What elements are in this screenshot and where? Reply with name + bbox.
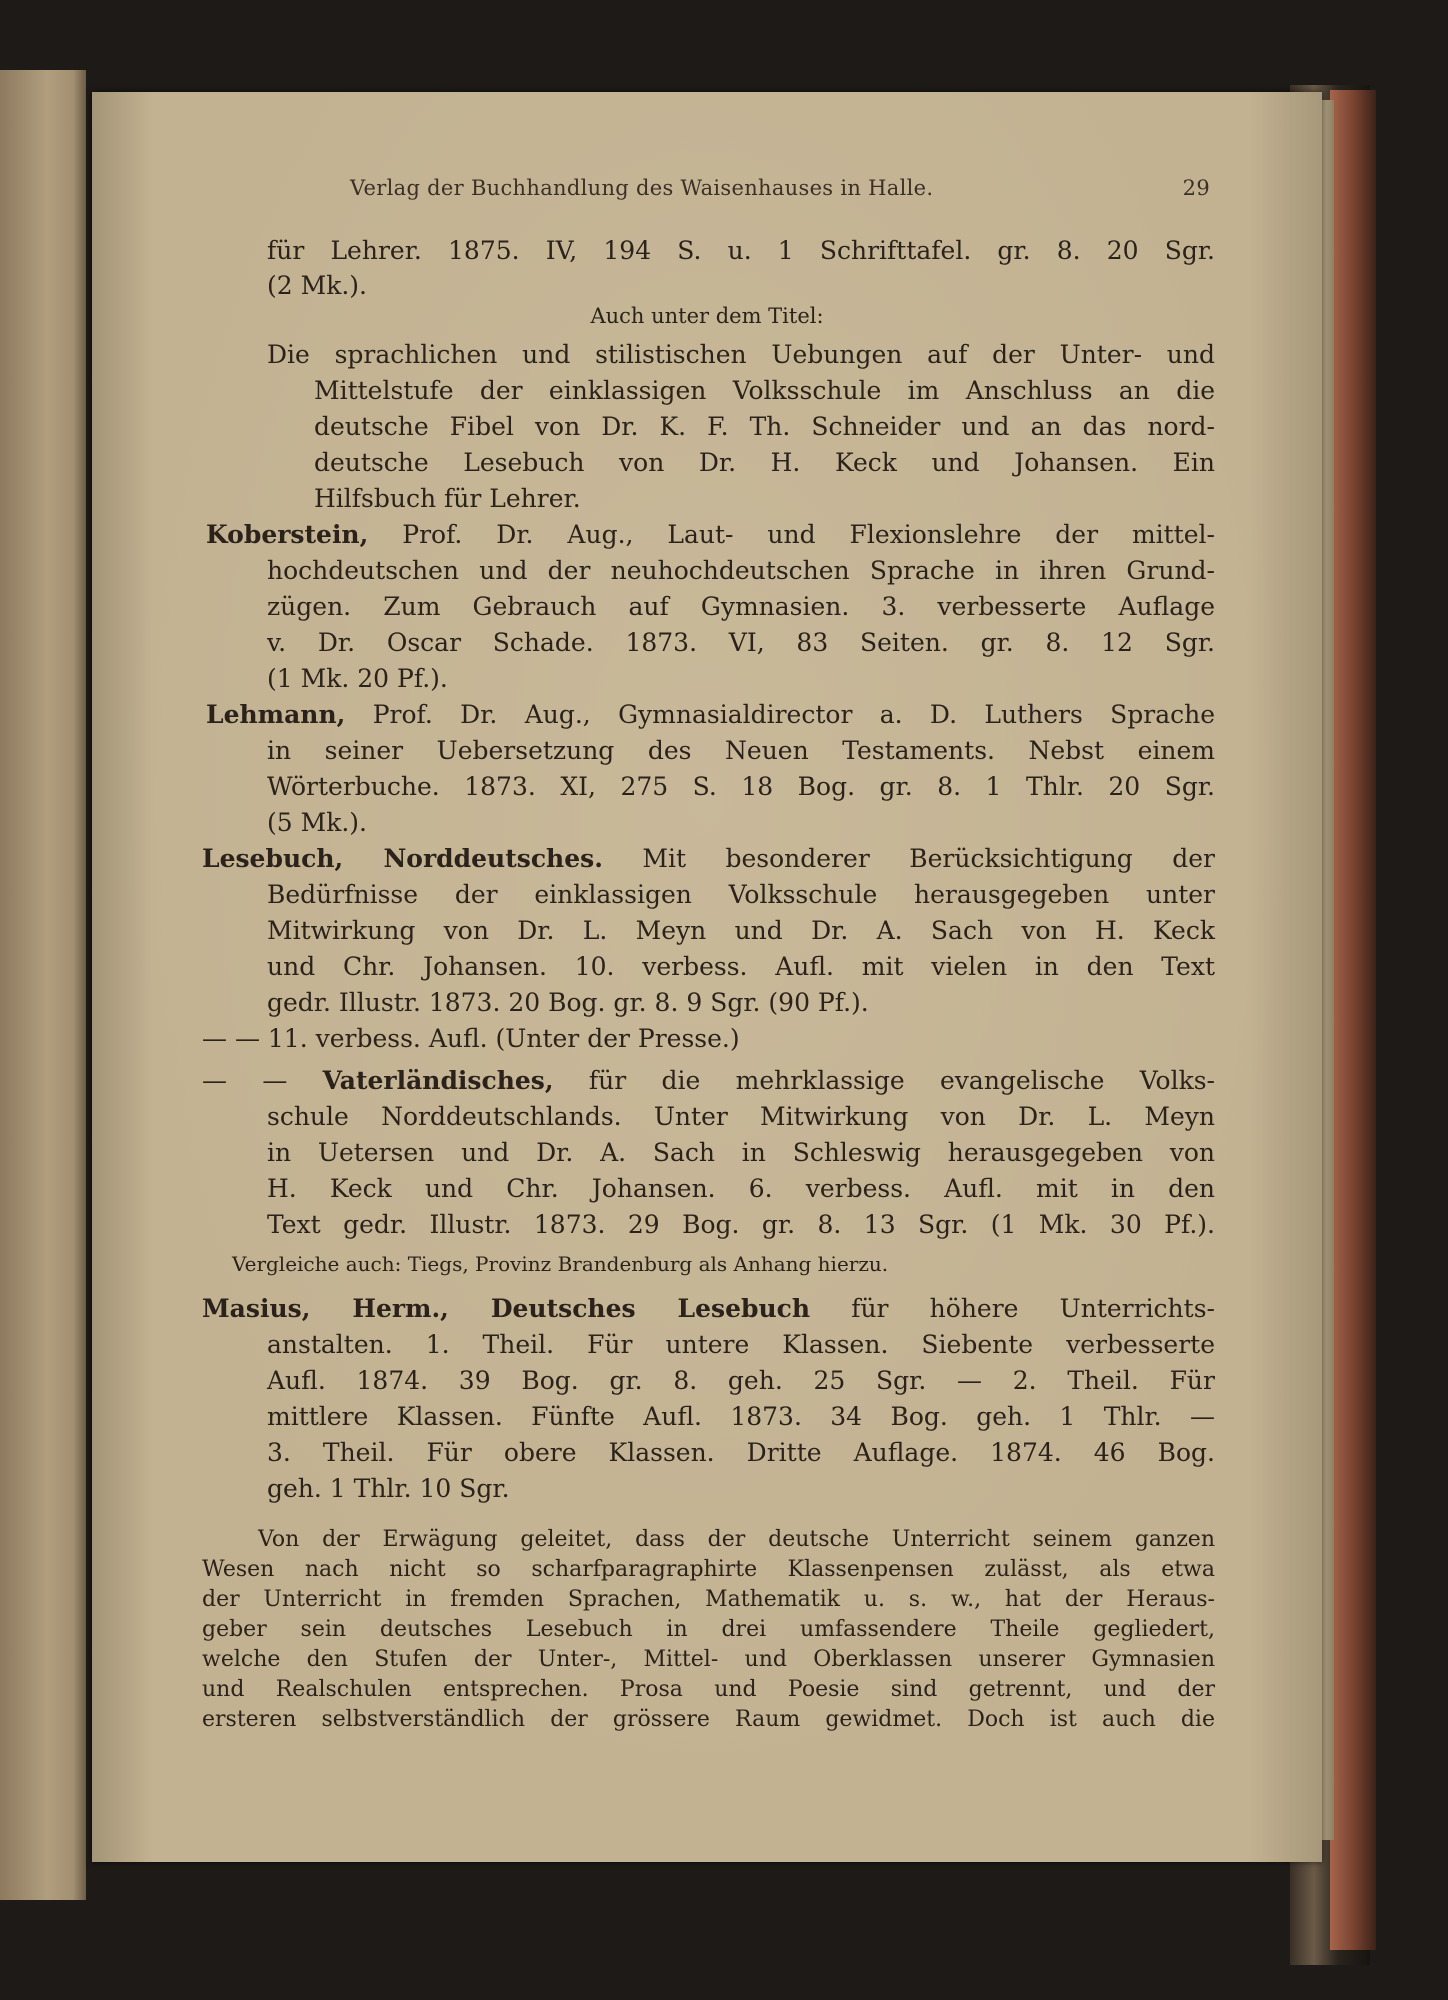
paragraph-line: ersteren selbstverständlich der grössere Raum gewidmet. Doch ist auch die — [202, 1707, 1215, 1732]
entry-line: (5 Mk.). — [267, 808, 367, 837]
book-page — [92, 92, 1322, 1862]
entry-line: Die sprachlichen und stilistischen Uebungen auf der Unter- und — [267, 340, 1215, 369]
title-name: Vaterländisches, — [322, 1066, 554, 1095]
entry-masius — [202, 1292, 1215, 1326]
entry-line: schule Norddeutschlands. Unter Mitwirkung von Dr. L. Meyn — [267, 1102, 1215, 1131]
entry-line: Hilfsbuch für Lehrer. — [314, 484, 581, 513]
author-name: Lehmann, — [206, 700, 346, 729]
entry-line: anstalten. 1. Theil. Für untere Klassen. Siebente verbesserte — [267, 1330, 1215, 1359]
entry-line: Mittelstufe der einklassigen Volksschule im Anschluss an die — [314, 376, 1215, 405]
entry-line: Wörterbuche. 1873. XI, 275 S. 18 Bog. gr. 8. 1 Thlr. 20 Sgr. — [267, 772, 1215, 801]
entry-line: — — 11. verbess. Aufl. (Unter der Presse.) — [202, 1024, 740, 1053]
entry-koberstein — [206, 518, 1215, 552]
entry-line: in Uetersen und Dr. A. Sach in Schleswig herausgegeben von — [267, 1138, 1215, 1167]
entry-line: für die mehrklassige evangelische Volks- — [553, 1066, 1215, 1095]
page-fore-edge — [1320, 100, 1334, 1840]
author-name: Masius, Herm., Deutsches Lesebuch — [202, 1294, 811, 1323]
entry-line: deutsche Lesebuch von Dr. H. Keck und Johansen. Ein — [314, 448, 1215, 477]
entry-vaterlaendisches — [202, 1064, 1215, 1098]
entry-line: deutsche Fibel von Dr. K. F. Th. Schneider und an das nord- — [314, 412, 1215, 441]
entry-line: Mit besonderer Berücksichtigung der — [602, 844, 1216, 873]
entry-line: für Lehrer. 1875. IV, 194 S. u. 1 Schrifttafel. gr. 8. 20 Sgr. — [267, 236, 1215, 265]
entry-line: und Chr. Johansen. 10. verbess. Aufl. mit vielen in den Text — [267, 952, 1215, 981]
paragraph-line: welche den Stufen der Unter-, Mittel- und Oberklassen unserer Gymnasien — [202, 1647, 1215, 1672]
entry-line: v. Dr. Oscar Schade. 1873. VI, 83 Seiten. gr. 8. 12 Sgr. — [267, 628, 1215, 657]
paragraph-line: geber sein deutsches Lesebuch in drei umfassendere Theile gegliedert, — [202, 1617, 1215, 1642]
entry-line: Mitwirkung von Dr. L. Meyn und Dr. A. Sach von H. Keck — [267, 916, 1215, 945]
entry-line: 3. Theil. Für obere Klassen. Dritte Auflage. 1874. 46 Bog. — [267, 1438, 1215, 1467]
entry-line: gedr. Illustr. 1873. 20 Bog. gr. 8. 9 Sgr. (90 Pf.). — [267, 988, 869, 1017]
entry-line: für höhere Unterrichts- — [810, 1294, 1215, 1323]
dash-marker: — — — [202, 1066, 323, 1095]
author-name: Koberstein, — [206, 520, 369, 549]
entry-line: H. Keck und Chr. Johansen. 6. verbess. Aufl. mit in den — [267, 1174, 1215, 1203]
entry-line: Bedürfnisse der einklassigen Volksschule herausgegeben unter — [267, 880, 1215, 909]
entry-line: hochdeutschen und der neuhochdeutschen Sprache in ihren Grund- — [267, 556, 1215, 585]
entry-line: geh. 1 Thlr. 10 Sgr. — [267, 1474, 510, 1503]
entry-lehmann — [206, 698, 1215, 732]
page-number: 29 — [1182, 176, 1210, 200]
entry-line: Text gedr. Illustr. 1873. 29 Bog. gr. 8. 13 Sgr. (1 Mk. 30 Pf.). — [267, 1210, 1215, 1239]
entry-line: in seiner Uebersetzung des Neuen Testaments. Nebst einem — [267, 736, 1215, 765]
page-text — [92, 92, 1322, 1862]
title-name: Lesebuch, Norddeutsches. — [202, 844, 603, 873]
paragraph-line: der Unterricht in fremden Sprachen, Mathematik u. s. w., hat der Heraus- — [202, 1587, 1215, 1612]
entry-line: (1 Mk. 20 Pf.). — [267, 664, 448, 693]
entry-line: Aufl. 1874. 39 Bog. gr. 8. geh. 25 Sgr. — 2. Theil. Für — [267, 1366, 1215, 1395]
entry-line: Prof. Dr. Aug., Laut- und Flexionslehre der mittel- — [368, 520, 1215, 549]
running-head-title: Verlag der Buchhandlung des Waisenhauses in Halle. — [350, 176, 934, 200]
entry-lesebuch — [202, 842, 1215, 876]
paragraph-line: und Realschulen entsprechen. Prosa und Poesie sind getrennt, und der — [202, 1677, 1215, 1702]
entry-line: zügen. Zum Gebrauch auf Gymnasien. 3. verbesserte Auflage — [267, 592, 1215, 621]
entry-line: Prof. Dr. Aug., Gymnasialdirector a. D. Luthers Sprache — [345, 700, 1215, 729]
compare-note: Vergleiche auch: Tiegs, Provinz Brandenburg als Anhang hierzu. — [232, 1252, 889, 1276]
book-cover-board — [1330, 90, 1376, 1950]
also-title-note: Auch unter dem Titel: — [590, 304, 824, 328]
paragraph-line: Von der Erwägung geleitet, dass der deutsche Unterricht seinem ganzen — [258, 1527, 1215, 1552]
facing-page-edge — [0, 70, 86, 1900]
entry-line: (2 Mk.). — [267, 271, 367, 300]
paragraph-line: Wesen nach nicht so scharfparagraphirte Klassenpensen zulässt, als etwa — [202, 1557, 1215, 1582]
entry-line: mittlere Klassen. Fünfte Aufl. 1873. 34 Bog. geh. 1 Thlr. — — [267, 1402, 1215, 1431]
